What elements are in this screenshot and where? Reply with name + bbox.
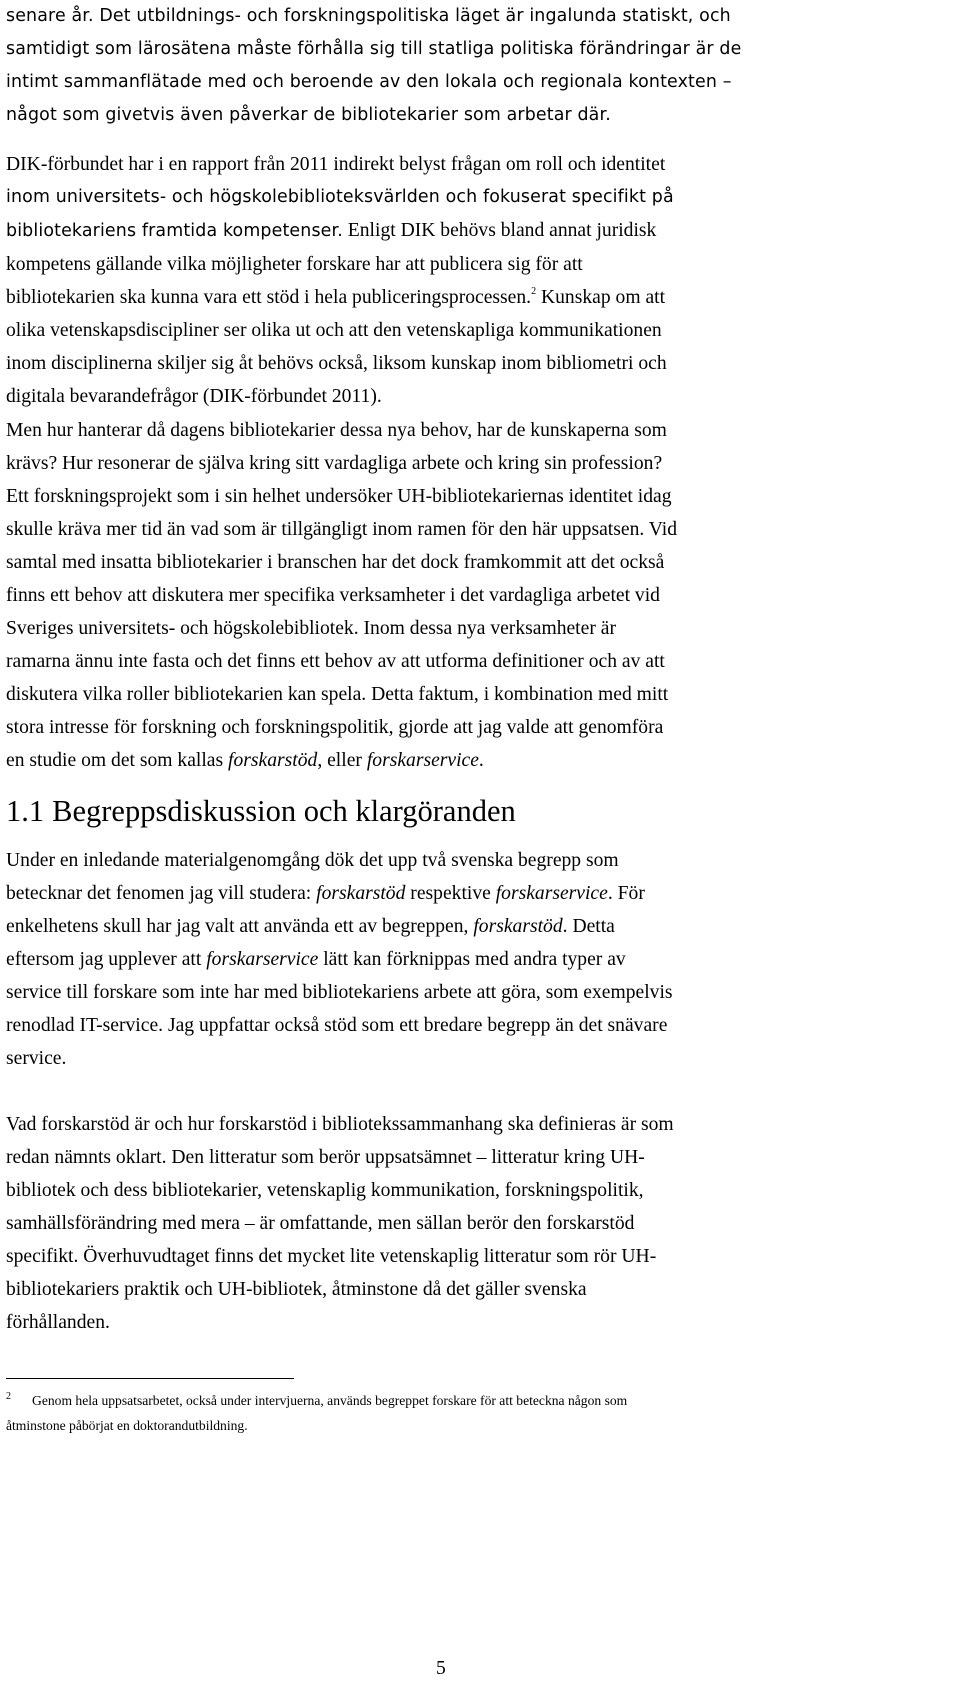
text-fragment: . För: [607, 883, 645, 904]
text-line: intimt sammanflätade med och beroende av den lokala och regionala kontexten –: [6, 72, 732, 92]
footnote-line: åtminstone påbörjat en doktorandutbildning.: [6, 1418, 248, 1433]
text-fragment: .: [478, 750, 484, 771]
text-line: Men hur hanterar då dagens bibliotekarier dessa nya behov, har de kunskaperna som: [6, 420, 667, 441]
text-line: Vad forskarstöd är och hur forskarstöd i bibliotekssammanhang ska definieras är som: [6, 1114, 674, 1135]
paragraph-2: [6, 148, 886, 413]
footnote: [6, 1388, 886, 1438]
term-forskarstod: forskarstöd: [473, 916, 563, 937]
text-line: Sveriges universitets- och högskolebibliotek. Inom dessa nya verksamheter är: [6, 618, 616, 639]
text-fragment: en studie om det som kallas: [6, 750, 229, 771]
text-line: samtal med insatta bibliotekarier i branschen har det dock framkommit att det också: [6, 552, 665, 573]
text-fragment: respektive: [405, 883, 496, 904]
text-fragment: lätt kan förknippas med andra typer av: [318, 949, 626, 970]
text-line: [6, 744, 886, 777]
text-line: [6, 281, 886, 314]
text-line: olika vetenskapsdiscipliner ser olika ut och att den vetenskapliga kommunikationen: [6, 320, 662, 341]
text-line: samhällsförändring med mera – är omfattande, men sällan berör den forskarstöd: [6, 1213, 635, 1234]
text-line: [6, 877, 886, 910]
footnote-text: Genom hela uppsatsarbetet, också under intervjuerna, används begreppet forskare för att beteckna någon som: [32, 1393, 628, 1408]
section-heading: [6, 791, 516, 831]
term-forskarservice: forskarservice: [206, 949, 319, 970]
text-line: bibliotek och dess bibliotekarier, vetenskaplig kommunikation, forskningspolitik,: [6, 1180, 644, 1201]
text-line: [6, 910, 886, 943]
text-line: DIK-förbundet har i en rapport från 2011 indirekt belyst frågan om roll och identitet: [6, 154, 666, 175]
text-line: senare år. Det utbildnings- och forskningspolitiska läget är ingalunda statiskt, och: [6, 6, 731, 26]
text-line: [6, 214, 886, 248]
text-fragment: . Detta: [562, 916, 615, 937]
term-forskarservice: forskarservice: [495, 883, 608, 904]
text-fragment: , eller: [317, 750, 367, 771]
text-line: Ett forskningsprojekt som i sin helhet undersöker UH-bibliotekariernas identitet idag: [6, 486, 672, 507]
text-line: diskutera vilka roller bibliotekarien kan spela. Detta faktum, i kombination med mitt: [6, 684, 669, 705]
text-fragment: Kunskap om att: [536, 287, 666, 308]
text-fragment: Enligt DIK behövs bland annat juridisk: [342, 220, 657, 241]
page-number: 5: [436, 1658, 446, 1679]
text-line: [6, 943, 886, 976]
text-line: krävs? Hur resonerar de själva kring sitt vardagliga arbete och kring sin profession?: [6, 453, 663, 474]
text-fragment: bibliotekarien ska kunna vara ett stöd i hela publiceringsprocessen.: [6, 287, 532, 308]
text-line: stora intresse för forskning och forskningspolitik, gjorde att jag valde att genomföra: [6, 717, 664, 738]
text-line: service.: [6, 1048, 67, 1069]
term-forskarstod: forskarstöd: [228, 750, 318, 771]
text-line: specifikt. Överhuvudtaget finns det mycket lite vetenskaplig litteratur som rör UH-: [6, 1246, 657, 1267]
section-title: Begreppsdiskussion och klargöranden: [52, 794, 516, 828]
footnote-divider: [6, 1378, 294, 1379]
text-line: skulle kräva mer tid än vad som är tillgängligt inom ramen för den här uppsatsen. Vid: [6, 519, 678, 540]
text-fragment: enkelhetens skull har jag valt att använda ett av begreppen,: [6, 916, 474, 937]
text-line: finns ett behov att diskutera mer specifika verksamheter i det vardagliga arbetet vid: [6, 585, 660, 606]
text-line: redan nämnts oklart. Den litteratur som berör uppsatsämnet – litteratur kring UH-: [6, 1147, 645, 1168]
text-fragment: betecknar det fenomen jag vill studera:: [6, 883, 317, 904]
text-fragment: bibliotekariens framtida kompetenser.: [6, 221, 343, 241]
footnote-line: 2 Genom hela uppsatsarbetet, också under intervjuerna, används begreppet forskare för att beteckna någon som: [6, 1391, 628, 1408]
paragraph-1: [6, 0, 886, 132]
text-line: samtidigt som lärosätena måste förhålla sig till statliga politiska förändringar är de: [6, 39, 742, 59]
text-line: renodlad IT-service. Jag uppfattar också stöd som ett bredare begrepp än det snävare: [6, 1015, 668, 1036]
term-forskarstod: forskarstöd: [316, 883, 406, 904]
text-line: inom universitets- och högskolebiblioteksvärlden och fokuserat specifikt på: [6, 187, 674, 207]
text-line: bibliotekariers praktik och UH-bibliotek, åtminstone då det gäller svenska: [6, 1279, 587, 1300]
text-line: digitala bevarandefrågor (DIK-förbundet 2011).: [6, 386, 382, 407]
text-line: ramarna ännu inte fasta och det finns ett behov av att utforma definitioner och av att: [6, 651, 665, 672]
paragraph-5: [6, 1108, 886, 1339]
text-line: kompetens gällande vilka möjligheter forskare har att publicera sig för att: [6, 254, 583, 275]
paragraph-4: [6, 844, 886, 1075]
text-line: något som givetvis även påverkar de bibliotekarier som arbetar där.: [6, 105, 611, 125]
section-number: 1.1: [6, 794, 45, 828]
term-forskarservice: forskarservice: [366, 750, 479, 771]
text-line: Under en inledande materialgenomgång dök det upp två svenska begrepp som: [6, 850, 619, 871]
text-fragment: eftersom jag upplever att: [6, 949, 207, 970]
paragraph-3: [6, 414, 886, 777]
text-line: service till forskare som inte har med bibliotekariens arbete att göra, som exempelvis: [6, 982, 673, 1003]
text-line: förhållanden.: [6, 1312, 110, 1333]
text-line: inom disciplinerna skiljer sig åt behövs också, liksom kunskap inom bibliometri och: [6, 353, 667, 374]
footnote-reference: 2: [531, 286, 537, 297]
